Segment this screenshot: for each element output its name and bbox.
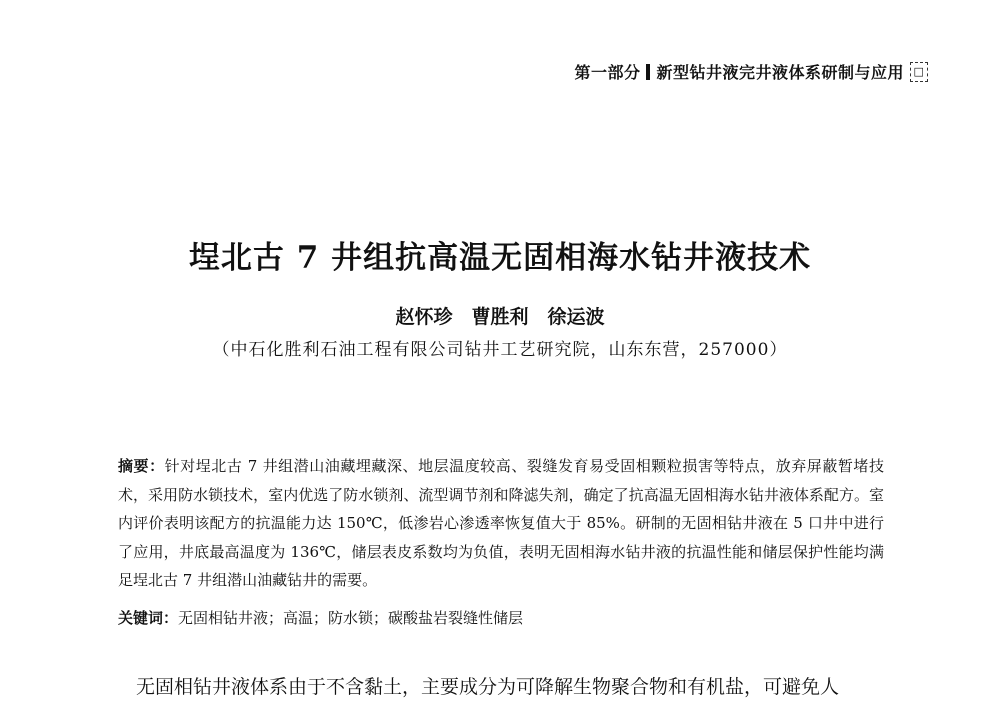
running-header — [574, 60, 928, 83]
abstract-label: 摘要： — [118, 457, 165, 475]
header-separator — [646, 64, 650, 80]
affiliation: （中石化胜利石油工程有限公司钻井工艺研究院，山东东营，257000） — [212, 340, 788, 360]
header-section: 第一部分 — [574, 63, 641, 82]
keywords-label: 关键词： — [118, 609, 179, 627]
header-subtitle: 新型钻井液完井液体系研制与应用 — [656, 63, 904, 82]
keywords — [118, 604, 884, 632]
paper-title: 埕北古 7 井组抗高温无固相海水钻井液技术 — [188, 240, 812, 276]
body-paragraph-first-line: 无固相钻井液体系由于不含黏土，主要成分为可降解生物聚合物和有机盐，可避免人 — [136, 676, 840, 698]
abstract — [118, 452, 884, 595]
authors: 赵怀珍 曹胜利 徐运波 — [395, 306, 605, 328]
keywords-text: 无固相钻井液；高温；防水锁；碳酸盐岩裂缝性储层 — [178, 609, 524, 627]
page-marker-icon: □ — [910, 62, 928, 82]
abstract-text: 针对埕北古 7 井组潜山油藏埋藏深、地层温度较高、裂缝发育易受固相颗粒损害等特点，放弃屏蔽暂堵技术，采用防水锁技术，室内优选了防水锁剂、流型调节剂和降滤失剂，确定了抗高温无固相海水钻井液体系配方。室内评价表明该配方的抗温能力达 150℃，低渗岩心渗透率恢复值大于 85%。研制的无固相钻井液在 5 口井中进行了应用，井底最高温度为 136℃，储层表皮系数均为负值，表明无固相海水钻井液的抗温性能和储层保护性能均满足埕北古 7 井组潜山油藏钻井的需要。 — [118, 457, 884, 589]
